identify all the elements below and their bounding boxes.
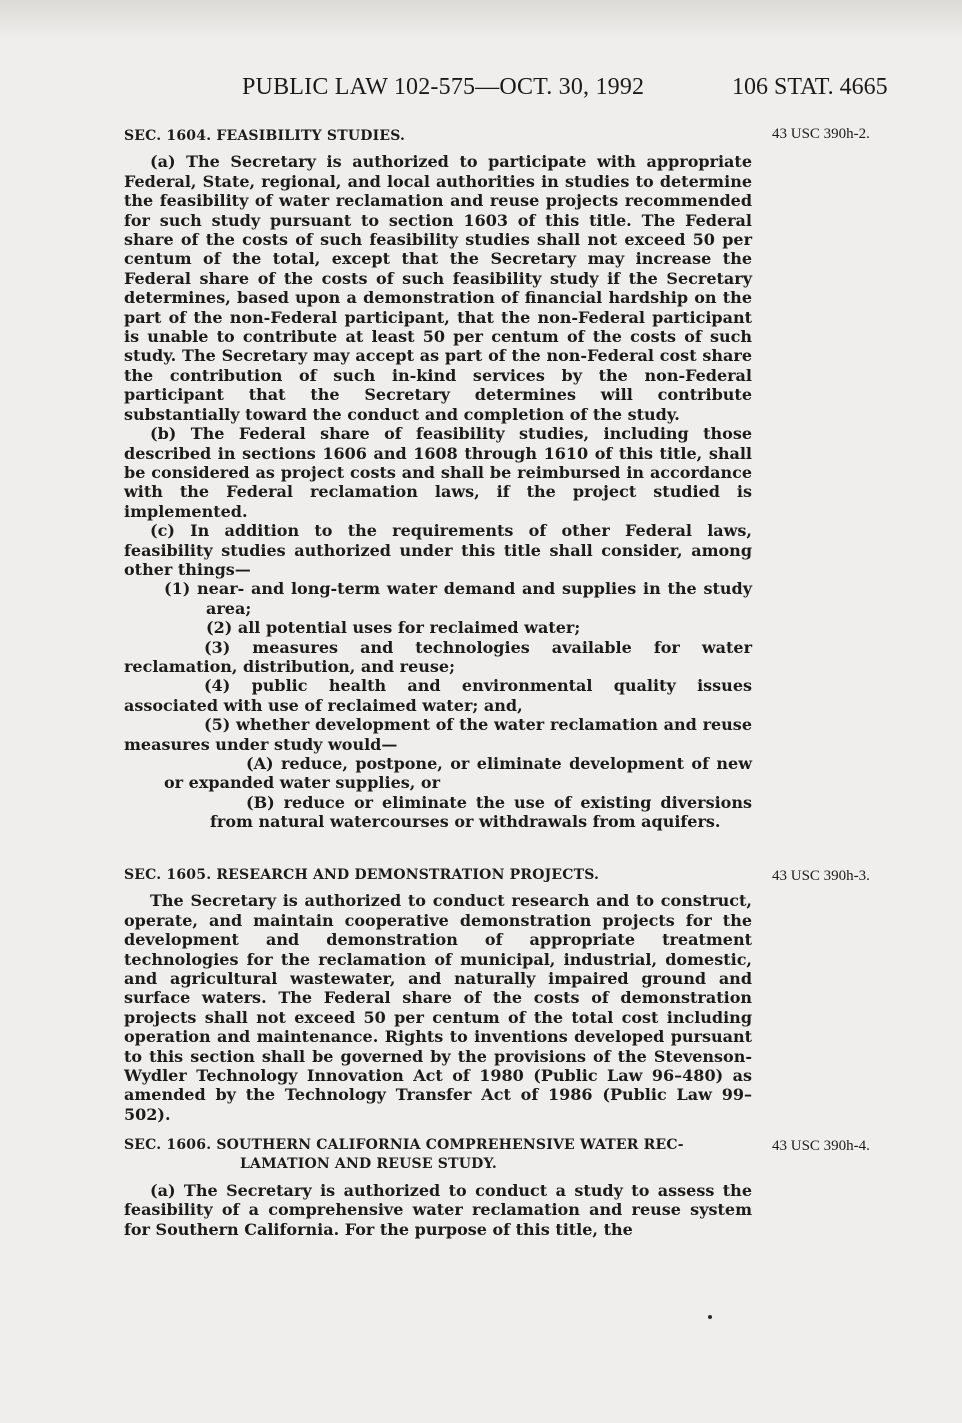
clause-3: (3) measures and technologies available for water reclamation, distribution, and reuse; [124,637,752,676]
subclause-b: (B) reduce or eliminate the use of existing diversions from natural watercourses or withdrawals from aquifers. [210,792,752,832]
section-heading: SEC. 1605. RESEARCH AND DEMONSTRATION PROJECTS. [124,867,600,883]
clause-4: (4) public health and environmental quality issues associated with use of reclaimed water; and, [124,676,752,715]
margin-note-1606: 43 USC 390h-4. [772,1138,870,1154]
clause-5: (5) whether development of the water reclamation and reuse measures under study would— [124,715,752,754]
section-heading: SEC. 1604. FEASIBILITY STUDIES. [124,128,406,144]
section-1606 [124,1136,752,1239]
paragraph-a: (a) The Secretary is authorized to participate with appropriate Federal, State, regional, and local authorities in studies to determine the feasibility of water reclamation and reuse projects recommended for such study pursuant to section 1603 of this title. The Federal share of the costs of such feasibility studies shall not exceed 50 per centum of the total, except that the Secretary may increase the Federal share of the costs of such feasibility study if the Secretary determines, based upon a demonstration of financial hardship on the part of the non-Federal participant, that the non-Federal participant is unable to contribute at least 50 per centum of the costs of such study. The Secretary may accept as part of the non-Federal cost share the contribution of such in-kind services by the non-Federal participant that the Secretary determines will contribute substantially toward the conduct and completion of the study. [124,152,752,424]
paragraph-body: The Secretary is authorized to conduct research and to construct, operate, and maintain cooperative demonstration projects for the development and demonstration of appropriate treatment technologies for the reclamation of municipal, industrial, domestic, and agricultural wastewater, and naturally impaired ground and surface waters. The Federal share of the costs of demonstration projects shall not exceed 50 per centum of the total cost including operation and maintenance. Rights to inventions developed pursuant to this section shall be governed by the provisions of the Stevenson-Wydler Technology Innovation Act of 1980 (Public Law 96–480) as amended by the Technology Transfer Act of 1986 (Public Law 99–502). [124,891,752,1124]
paragraph-b: (b) The Federal share of feasibility studies, including those described in sections 1606 and 1608 through 1610 of this title, shall be considered as project costs and shall be reimbursed in accordance with the Federal reclamation laws, if the project studied is implemented. [124,424,752,521]
section-heading-line1: SEC. 1606. SOUTHERN CALIFORNIA COMPREHENSIVE WATER REC- [124,1137,684,1153]
paragraph-a: (a) The Secretary is authorized to conduct a study to assess the feasibility of a comprehensive water reclamation and reuse system for Southern California. For the purpose of this title, the [124,1180,752,1239]
margin-note-1604: 43 USC 390h-2. [772,126,870,142]
running-header-page: 106 STAT. 4665 [732,74,888,100]
section-1604 [124,127,752,832]
clause-1: (1) near- and long-term water demand and supplies in the study area; [164,579,752,618]
scan-shadow [0,0,962,40]
scan-mark [708,1315,712,1319]
paragraph-c: (c) In addition to the requirements of other Federal laws, feasibility studies authorized under this title shall consider, among other things— [124,521,752,579]
running-header-title: PUBLIC LAW 102-575—OCT. 30, 1992 [242,74,645,100]
clause-2: (2) all potential uses for reclaimed water; [206,618,581,638]
section-heading-line2: LAMATION AND REUSE STUDY. [240,1156,497,1173]
margin-note-1605: 43 USC 390h-3. [772,868,870,884]
subclause-a: (A) reduce, postpone, or eliminate development of new or expanded water supplies, or [164,754,752,793]
section-1605 [124,866,752,1124]
